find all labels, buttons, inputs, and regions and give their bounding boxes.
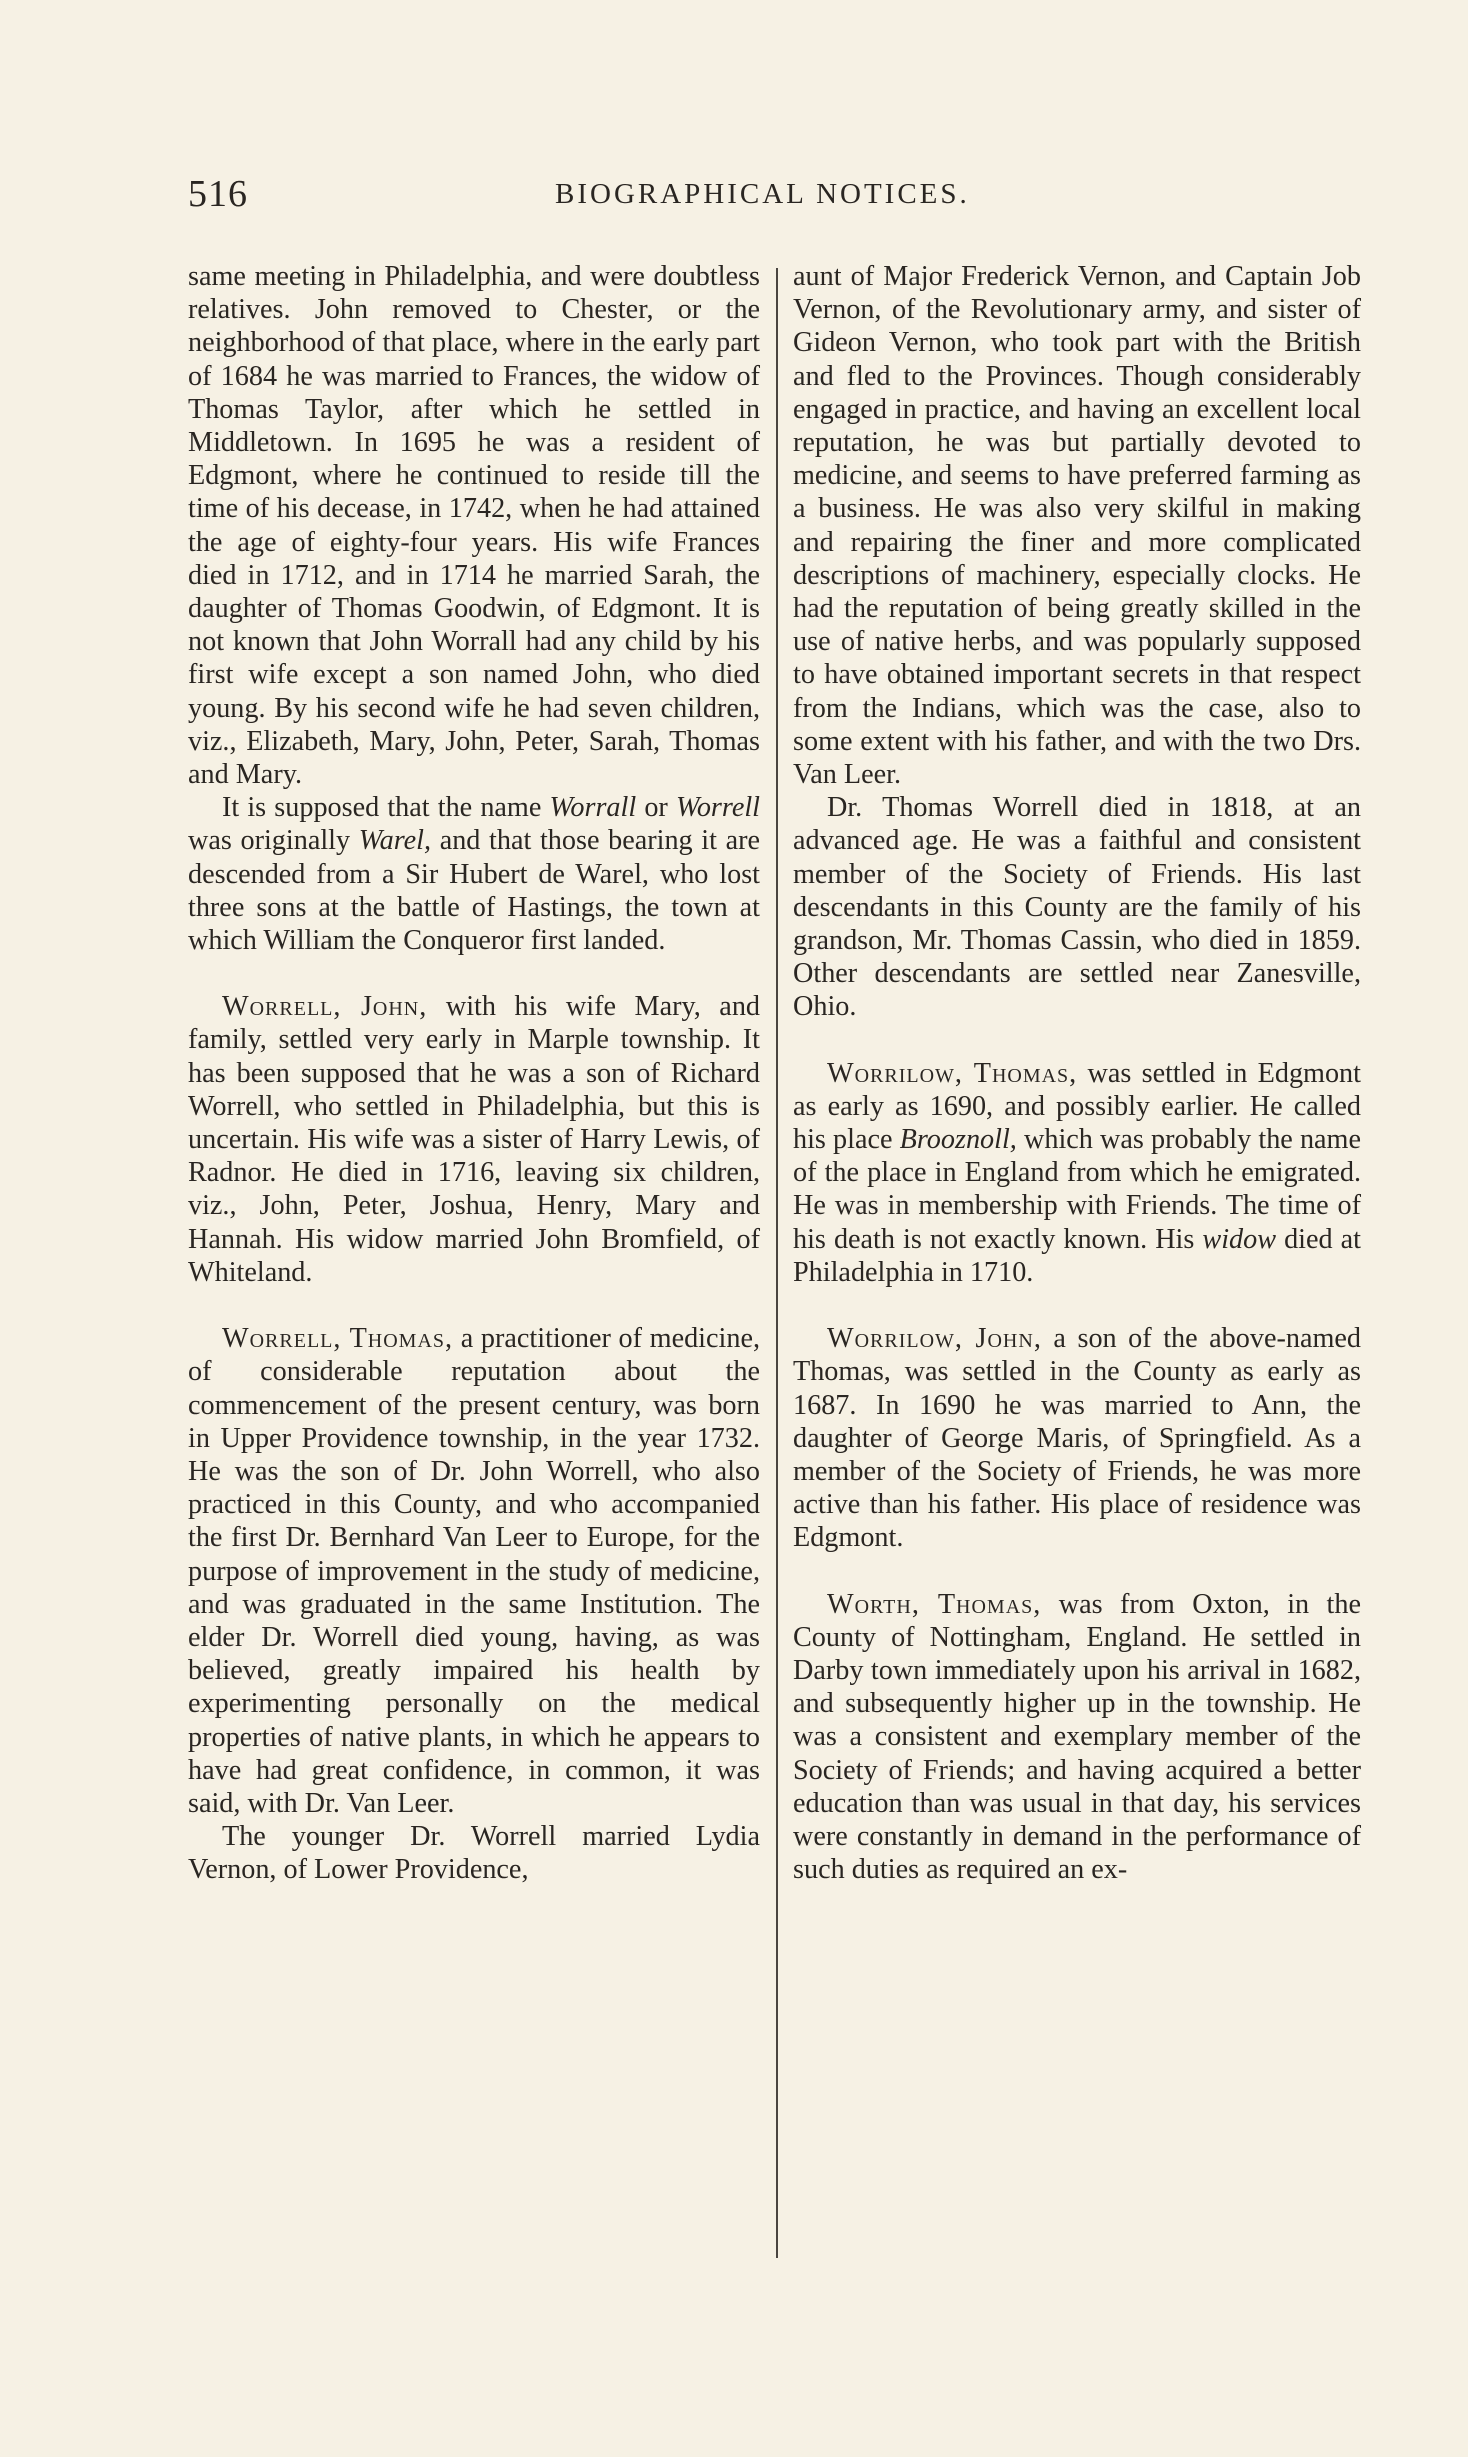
entry-text: was settled in Edgmont as early as 1690, and possibly earlier. He called his place xyxy=(793,1057,1361,1156)
entry-text: which was probably the name of the place in England from which he emigrated. He was in membership with Friends. The time of his death is not exactly known. His xyxy=(793,1124,1361,1255)
paragraph-worrell-married: The younger Dr. Worrell married Lydia Vernon, of Lower Providence, xyxy=(188,1821,760,1886)
entry-name: Worrell, John, xyxy=(222,991,428,1023)
italic-name: Worrall xyxy=(549,792,637,824)
entry-worth-thomas xyxy=(793,1588,1361,1887)
text-span: and that those bearing it are descended from a Sir Hubert de Warel, who lost three sons at the battle of Hastings, the town at which William the Conqueror first landed. xyxy=(188,825,760,957)
italic-name: Worrell xyxy=(675,792,760,824)
column-divider xyxy=(776,268,778,2258)
entry-worrilow-john xyxy=(793,1322,1361,1554)
entry-worrell-john xyxy=(188,990,760,1289)
text-span: was originally xyxy=(188,825,359,857)
running-head xyxy=(0,172,1468,222)
left-column xyxy=(188,260,760,1887)
italic-word: widow xyxy=(1202,1223,1277,1255)
page-number: 516 xyxy=(188,173,248,215)
right-column xyxy=(793,260,1361,1886)
text-span: or xyxy=(636,792,676,824)
entry-name: Worrilow, John, xyxy=(827,1323,1042,1355)
entry-text: with his wife Mary, and family, settled very early in Marple township. It has been supposed that he was a son of Richard Worrell, who settled in Philadelphia, but this is uncertain. His wife was a sister of Harry Lewis, of Radnor. He died in 1716, leaving six children, viz., John, Peter, Joshua, Henry, Mary and Hannah. His widow married John Bromfield, of Whiteland. xyxy=(188,991,761,1288)
entry-name: Worth, Thomas, xyxy=(827,1588,1042,1620)
entry-name: Worrell, Thomas, xyxy=(222,1323,454,1355)
entry-text: a son of the above-named Thomas, was settled in the County as early as 1687. In 1690 he was married to Ann, the daughter of George Maris, of Springfield. As a member of the Society of Friends, he was more active than his father. His place of residence was Edgmont. xyxy=(793,1323,1361,1554)
text-span: It is supposed that the name xyxy=(222,792,550,824)
entry-text: a practitioner of medicine, of considerable reputation about the commencement of the present century, was born in Upper Providence township, in the year 1732. He was the son of Dr. John Worrell, who also practiced in this County, and who accompanied the first Dr. Bernhard Van Leer to Europe, for the purpose of improvement in the study of medicine, and was graduated in the same Institution. The elder Dr. Worrell died young, having, as was believed, greatly impaired his health by experimenting personally on the medical properties of native plants, in which he appears to have had great confidence, in common, it was said, with Dr. Van Leer. xyxy=(188,1323,761,1819)
entry-worrell-thomas xyxy=(188,1322,760,1820)
entry-text: died at Philadelphia in 1710. xyxy=(793,1223,1361,1288)
paragraph-worrall-continued: same meeting in Philadelphia, and were doubtless relatives. John removed to Chester, or the neighborhood of that place, where in the early part of 1684 he was married to Frances, the widow of Thomas Taylor, after which he settled in Middletown. In 1695 he was a resident of Edgmont, where he continued to reside till the time of his decease, in 1742, when he had attained the age of eighty-four years. His wife Frances died in 1712, and in 1714 he married Sarah, the daughter of Thomas Goodwin, of Edgmont. It is not known that John Worrall had any child by his first wife except a son named John, who died young. By his second wife he had seven children, viz., Elizabeth, Mary, John, Peter, Sarah, Thomas and Mary. xyxy=(188,261,760,791)
paragraph-worrell-death: Dr. Thomas Worrell died in 1818, at an advanced age. He was a faithful and consistent member of the Society of Friends. His last descendants in this County are the family of his grandson, Mr. Thomas Cassin, who died in 1859. Other descendants are settled near Zanesville, Ohio. xyxy=(793,792,1361,1023)
paragraph-worrell-continued: aunt of Major Frederick Vernon, and Captain Job Vernon, of the Revolutionary army, and sister of Gideon Vernon, who took part with the British and fled to the Provinces. Though considerably engaged in practice, and having an excellent local reputation, he was but partially devoted to medicine, and seems to have preferred farming as a business. He was also very skilful in making and repairing the finer and more complicated descriptions of machinery, especially clocks. He had the reputation of being greatly skilled in the use of native herbs, and was popularly supposed to have obtained important secrets in that respect from the Indians, which was the case, also to some extent with his father, and with the two Drs. Van Leer. xyxy=(793,261,1361,791)
entry-text: was from Oxton, in the County of Nottingham, England. He settled in Darby town immediately upon his arrival in 1682, and subsequently higher up in the township. He was a consistent and exemplary member of the Society of Friends; and having acquired a better education than was usual in that day, his services were constantly in demand in the performance of such duties as required an ex- xyxy=(793,1588,1361,1886)
paragraph-name-origin xyxy=(188,791,760,957)
italic-place-name: Brooznoll, xyxy=(899,1124,1017,1156)
entry-worrilow-thomas xyxy=(793,1057,1361,1289)
section-title: BIOGRAPHICAL NOTICES. xyxy=(555,178,970,210)
entry-name: Worrilow, Thomas, xyxy=(827,1057,1078,1089)
italic-name: Warel, xyxy=(358,825,432,857)
